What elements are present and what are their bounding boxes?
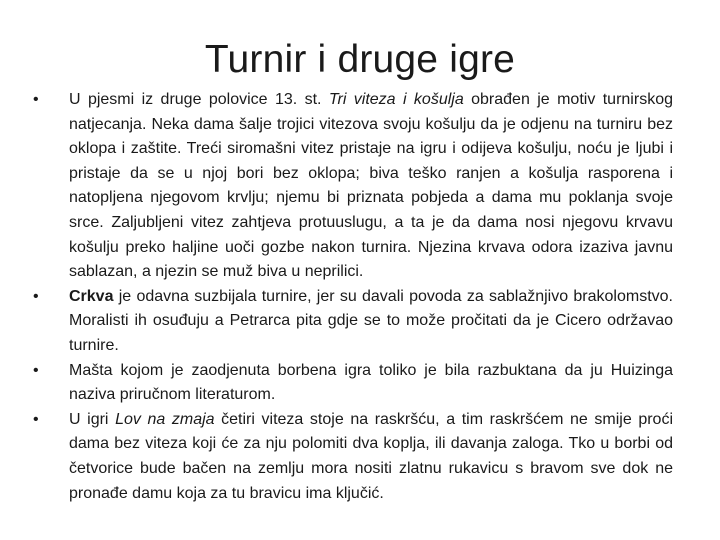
bullet-dot-icon: • [33,91,39,108]
game-title: Lov na zmaja [115,410,215,428]
text-segment: Mašta kojom je zaodjenuta borbena igra toliko je bila razbuktana da ju Huizinga naziva priručnom literaturom. [69,361,673,404]
text-segment: U igri [69,410,116,428]
text-segment: U pjesmi iz druge polovice 13. st. [69,91,329,108]
text-segment: četiri viteza stoje na raskršću, a tim raskršćem ne smije proći dama bez viteza koji će za nju polomiti dva koplja, ili davanja zaloga. Tko u borbi od četvorice bude bačen na zemlju mora nositi zlatnu rukavicu s bravom sve dok ne pronađe damu koja za tu bravicu ima ključić. [69,410,674,502]
work-title: Tri viteza i košulja [328,91,464,108]
emphasized-term: Crkva [69,287,114,305]
bullet-text [69,91,673,280]
text-segment: je odavna suzbijala turnire, jer su davali povoda za sablažnjivo brakolomstvo. Moralisti ih osuđuju a Petrarca pita gdje se to može pročitati da je Cicero održavao turnire. [69,287,673,354]
bullet-text [69,411,673,502]
text-segment: obrađen je motiv turnirskog natjecanja. Neka dama šalje trojici vitezova svoju košulju da je odjenu na turniru bez oklopa i zaštite. Treći siromašni vitez pristaje na igru i odijeva košulju, noću je ljubi i pristaje da se u njoj bori bez oklopa; biva teško ranjen a košulja rasporena i natopljena njegovom krvlju; njemu bi priznata pobjeda a dama mu poklanja svoje srce. Zaljubljeni vitez zahtjeva protuuslugu, a ta je da dama nosi njegovu krvavu košulju preko haljine uoči gozbe nakon turnira. Njezina krvava odora izaziva javnu sablazan, a njezin se muž biva u neprilici. [69,91,673,281]
bullet-dot-icon: • [33,410,39,428]
bullet-dot-icon: • [33,361,39,379]
slide-title: Turnir i druge igre [204,38,516,81]
bullet-list [33,88,673,506]
bullet-item-lov-na-zmaja [33,408,673,506]
bullet-text [69,288,673,354]
bullet-item-masta [33,359,673,408]
bullet-item-tri-viteza [33,88,673,285]
bullet-dot-icon: • [33,287,39,305]
bullet-text [69,362,673,404]
bullet-item-crkva [33,285,673,359]
